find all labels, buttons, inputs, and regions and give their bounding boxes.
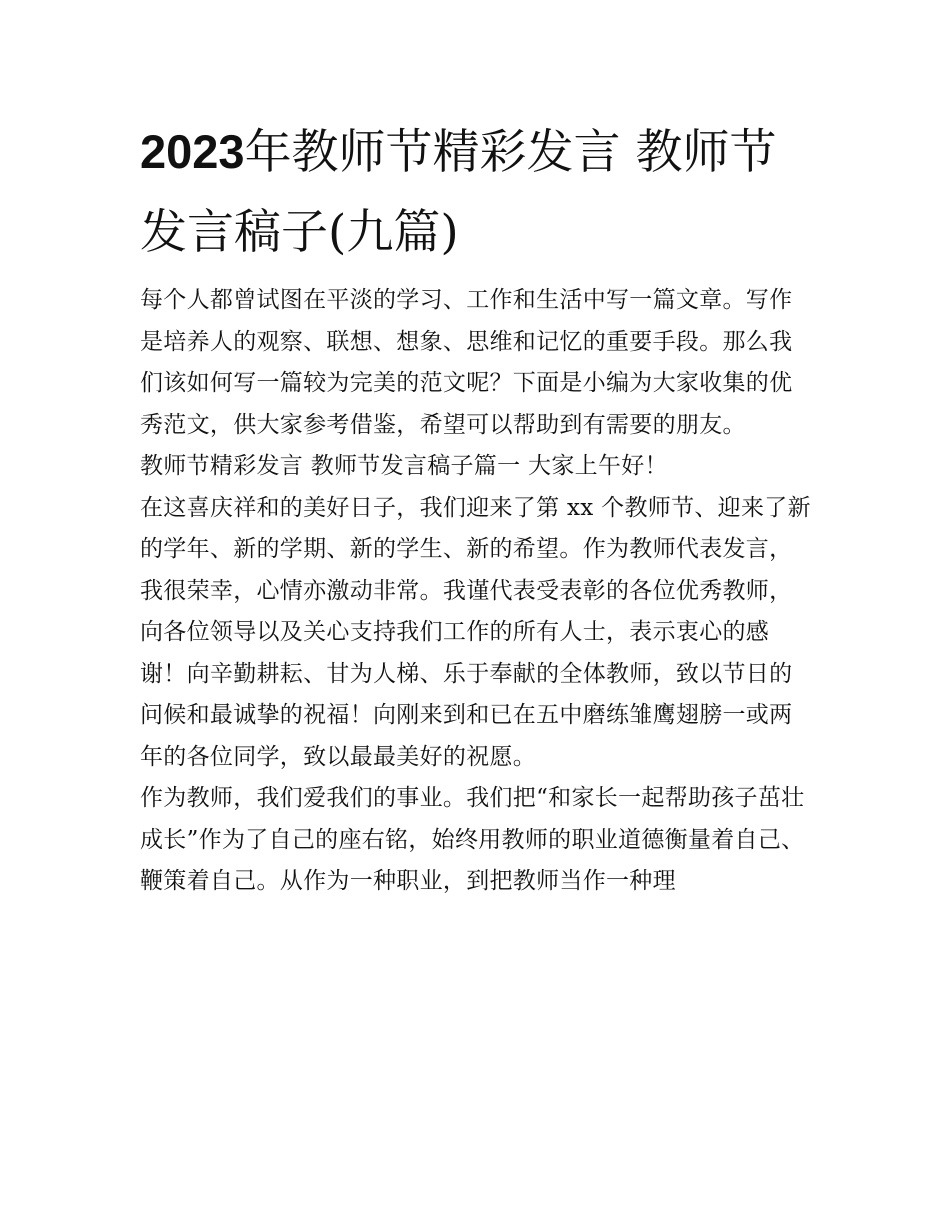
page-title	[140, 112, 820, 273]
document-body	[140, 280, 815, 903]
intro-paragraph: 每个人都曾试图在平淡的学习、工作和生活中写一篇文章。写作是培养人的观察、联想、想象、思维和记忆的重要手段。那么我们该如何写一篇较为完美的范文呢？下面是小编为大家收集的优秀范文，供大家参考借鉴，希望可以帮助到有需要的朋友。	[140, 287, 793, 438]
title-year: 2023	[140, 125, 245, 178]
speech-paragraph-2: 作为教师，我们爱我们的事业。我们把“和家长一起帮助孩子茁壮成长”作为了自己的座右铭，始终用教师的职业道德衡量着自己、鞭策着自己。从作为一种职业，到把教师当作一种理	[140, 785, 805, 894]
title-text: 年教师节精彩发言 教师节发言稿子(九篇)	[140, 125, 777, 260]
section-heading-paragraph: 教师节精彩发言 教师节发言稿子篇一 大家上午好！	[140, 453, 668, 479]
speech-paragraph-1: 在这喜庆祥和的美好日子，我们迎来了第 xx 个教师节、迎来了新的学年、新的学期、新的学生、新的希望。作为教师代表发言，我很荣幸，心情亦激动非常。我谨代表受表彰的各位优秀教师，向各位领导以及关心支持我们工作的所有人士，表示衷心的感谢！向辛勤耕耘、甘为人梯、乐于奉献的全体教师，致以节日的问候和最诚挚的祝福！向刚来到和已在五中磨练雏鹰翅膀一或两年的各位同学，致以最最美好的祝愿。	[140, 494, 811, 770]
